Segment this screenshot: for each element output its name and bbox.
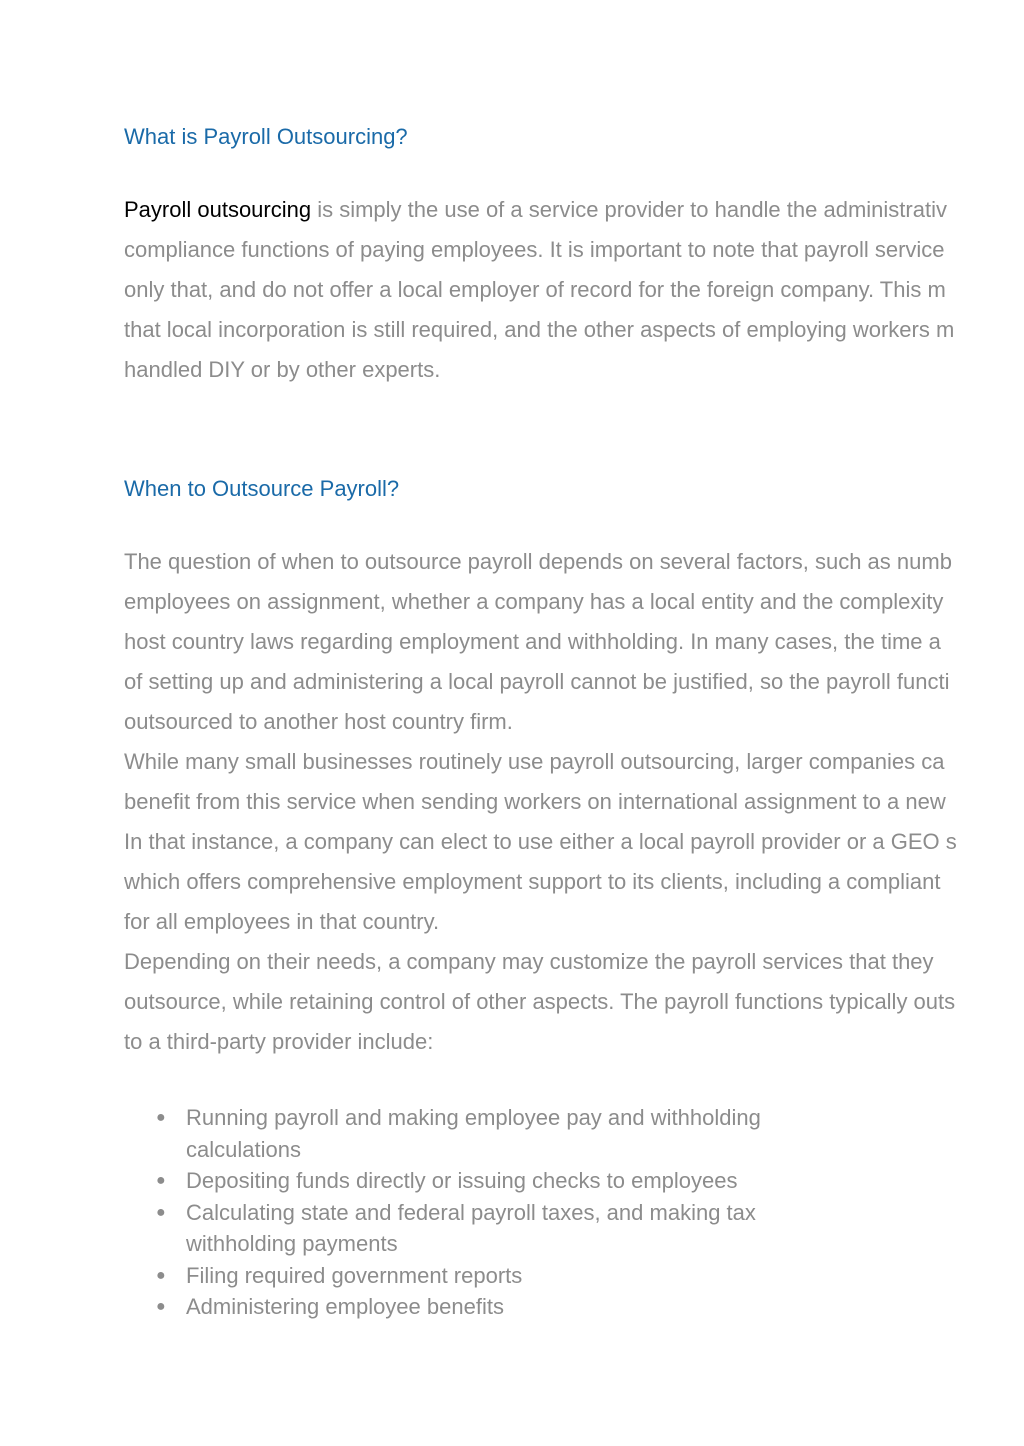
- bullet-icon: ●: [156, 1298, 166, 1315]
- paragraph-line: for all employees in that country.: [124, 909, 440, 934]
- paragraph-line: that local incorporation is still required, and the other aspects of employing workers m: [124, 317, 955, 342]
- bullet-icon: ●: [156, 1109, 166, 1126]
- paragraph-payroll-definition: [124, 190, 1024, 390]
- paragraph-line: to a third-party provider include:: [124, 1029, 434, 1054]
- list-item: [156, 1197, 856, 1260]
- paragraph-line: In that instance, a company can elect to use either a local payroll provider or a GEO s: [124, 829, 957, 854]
- paragraph-line: [124, 190, 1024, 230]
- heading-when-to-outsource-payroll: When to Outsource Payroll?: [124, 476, 400, 501]
- paragraph-line: While many small businesses routinely use payroll outsourcing, larger companies ca: [124, 749, 945, 774]
- paragraph-line: only that, and do not offer a local employer of record for the foreign company. This m: [124, 277, 946, 302]
- list-item: [156, 1102, 856, 1165]
- list-item: [156, 1165, 856, 1197]
- heading-what-is-payroll-outsourcing: What is Payroll Outsourcing?: [124, 124, 408, 149]
- paragraph-line: outsourced to another host country firm.: [124, 709, 513, 734]
- bullet-icon: ●: [156, 1266, 166, 1284]
- paragraph-line: handled DIY or by other experts.: [124, 357, 441, 382]
- paragraph-line: which offers comprehensive employment support to its clients, including a compliant: [124, 869, 941, 894]
- list-item-text: Running payroll and making employee pay and withholding calculations: [186, 1105, 761, 1162]
- list-item-text: Filing required government reports: [186, 1262, 523, 1288]
- paragraph-line: employees on assignment, whether a company has a local entity and the complexity: [124, 589, 944, 614]
- list-item: [156, 1291, 856, 1323]
- lead-term: Payroll outsourcing: [124, 197, 312, 222]
- payroll-functions-list: [124, 1102, 856, 1323]
- list-item-text: Calculating state and federal payroll taxes, and making tax withholding payments: [186, 1199, 756, 1256]
- line-text: is simply the use of a service provider to handle the administrativ: [311, 197, 947, 222]
- paragraph-line: compliance functions of paying employees. It is important to note that payroll service: [124, 237, 945, 262]
- paragraph-line: benefit from this service when sending workers on international assignment to a new: [124, 789, 946, 814]
- paragraph-line: outsource, while retaining control of other aspects. The payroll functions typically outs: [124, 989, 956, 1014]
- list-item-text: Administering employee benefits: [186, 1294, 504, 1319]
- paragraph-line: host country laws regarding employment and withholding. In many cases, the time a: [124, 629, 941, 654]
- paragraph-line: Depending on their needs, a company may customize the payroll services that they: [124, 949, 934, 974]
- list-item: [156, 1260, 856, 1292]
- paragraph-when-to-outsource: [124, 542, 1024, 1062]
- list-item-text: Depositing funds directly or issuing checks to employees: [186, 1168, 738, 1193]
- paragraph-line: of setting up and administering a local payroll cannot be justified, so the payroll functi: [124, 669, 950, 694]
- bullet-icon: ●: [156, 1172, 166, 1189]
- document-content: [124, 120, 1024, 1323]
- paragraph-line: The question of when to outsource payroll depends on several factors, such as numb: [124, 549, 952, 574]
- bullet-icon: ●: [156, 1203, 166, 1221]
